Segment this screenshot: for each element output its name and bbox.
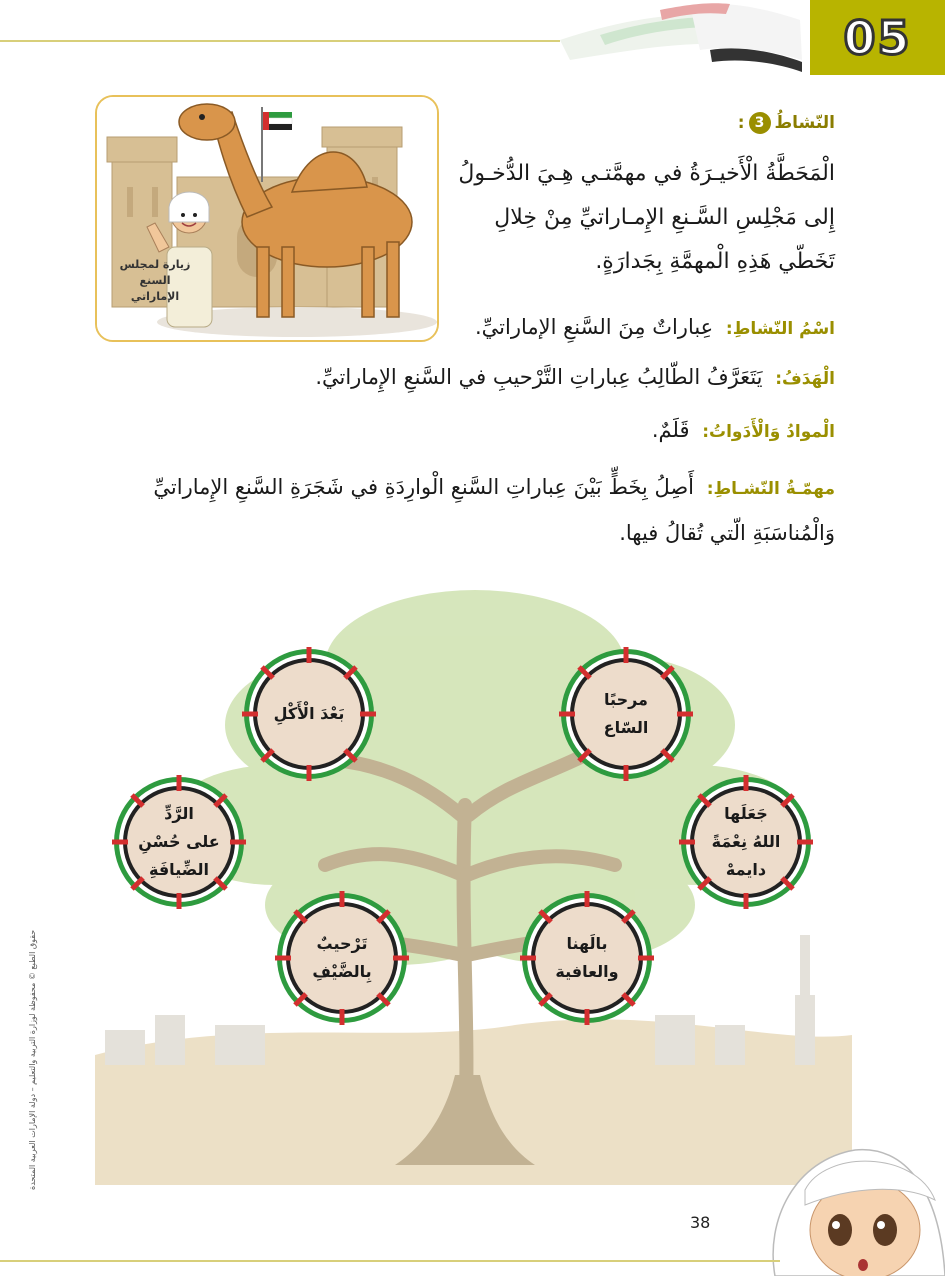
badge-line: والعافية <box>555 962 619 981</box>
badge-bon-appetit[interactable] <box>518 889 656 1027</box>
badge-text <box>312 930 371 986</box>
header-rule <box>0 40 560 42</box>
caption-line: السنع <box>139 274 171 287</box>
badge-line: بِالضَّيْفِ <box>312 962 372 981</box>
activity-name-value: عِباراتٌ مِنَ السَّنعِ الإماراتيِّ. <box>475 315 714 339</box>
badge-welcoming-guest[interactable] <box>273 889 411 1027</box>
badge-line: اللهُ نِعْمَةً <box>711 832 781 851</box>
badge-line: مرحبًا <box>604 690 648 709</box>
illustration-caption <box>115 257 195 305</box>
badge-line: السّاع <box>603 718 649 737</box>
task-label: مهمّـةُ النّشـاطِ: <box>706 479 835 499</box>
activity-name-label: اسْمُ النّشاطِ: <box>725 319 835 339</box>
activity-name-row <box>475 312 835 344</box>
caption-line: زيارة لمجلس <box>119 258 191 271</box>
goal-row <box>315 362 835 394</box>
goal-label: الْهَدَفُ: <box>775 369 835 389</box>
badge-text <box>274 700 345 728</box>
badge-line: الضِّيافَةِ <box>149 860 209 879</box>
materials-label: الْموادُ وَالْأَدَواتُ: <box>702 422 835 442</box>
goal-value: يَتَعَرَّفُ الطّالِبُ عِباراتِ التَّرْحيبِ في السَّنعِ الإِماراتيِّ. <box>315 365 763 389</box>
badge-reply-hospitality[interactable] <box>110 773 248 911</box>
copyright-vertical <box>20 780 40 1200</box>
badge-line: على حُسْنِ <box>138 832 220 851</box>
caption-line: الإماراتي <box>130 290 180 303</box>
camel-illustration <box>95 95 439 342</box>
badge-line: جَعَلَها <box>724 804 768 823</box>
activity-title-label: النّشاطُ <box>774 113 835 133</box>
badge-line: بَعْدَ الْأَكْلِ <box>273 704 345 723</box>
badge-text <box>555 930 618 986</box>
activity-title <box>738 112 835 134</box>
footer-rule <box>0 1260 780 1262</box>
badge-text <box>604 686 649 742</box>
sanaa-tree <box>95 575 852 1185</box>
task-row <box>100 465 835 555</box>
badge-line: تَرْحيبٌ <box>316 934 368 953</box>
badge-text <box>712 800 781 884</box>
materials-value: قَلَمٌ. <box>651 418 690 442</box>
badge-blessing[interactable] <box>677 773 815 911</box>
flag-ribbon-icon <box>540 0 810 80</box>
activity-intro: الْمَحَطَّةُ الْأَخيـرَةُ في مهمَّتـي هِـيَ الدُّخـولُ إِلى مَجْلِسِ السَّـنعِ الإِمـاراتيِّ مِنْ خِلالِ تَخَطّي هَذِهِ الْمهمَّةِ بِجَدارَةٍ. <box>458 161 835 274</box>
unit-number: 05 <box>843 10 912 65</box>
badge-line: الرَّدِّ <box>164 804 194 823</box>
badge-line: دايمهْ <box>725 860 767 879</box>
task-value: أَصِلُ بِخَطٍّ بَيْنَ عِباراتِ السَّنعِ الْوارِدَةِ في شَجَرَةِ السَّنعِ الإِماراتيِّ وَالْمُناسَبَةِ الّتي تُقالُ فيها. <box>153 475 835 545</box>
activity-title-colon: : <box>737 113 745 133</box>
page-number: 38 <box>690 1213 711 1232</box>
activity-number: 3 <box>749 112 771 134</box>
badge-after-eating[interactable] <box>240 645 378 783</box>
badge-line: بالَهنا <box>566 934 608 953</box>
badge-marhaba-alsaa[interactable] <box>557 645 695 783</box>
unit-number-badge <box>810 0 945 75</box>
mascot-boy-image <box>745 1130 945 1276</box>
copyright-text: حقوق الطبع © محفوظة لوزارة التربية والتعليم – دولة الإمارات العربية المتحدة <box>28 929 37 1190</box>
materials-row <box>652 415 835 447</box>
badge-text <box>138 800 219 884</box>
